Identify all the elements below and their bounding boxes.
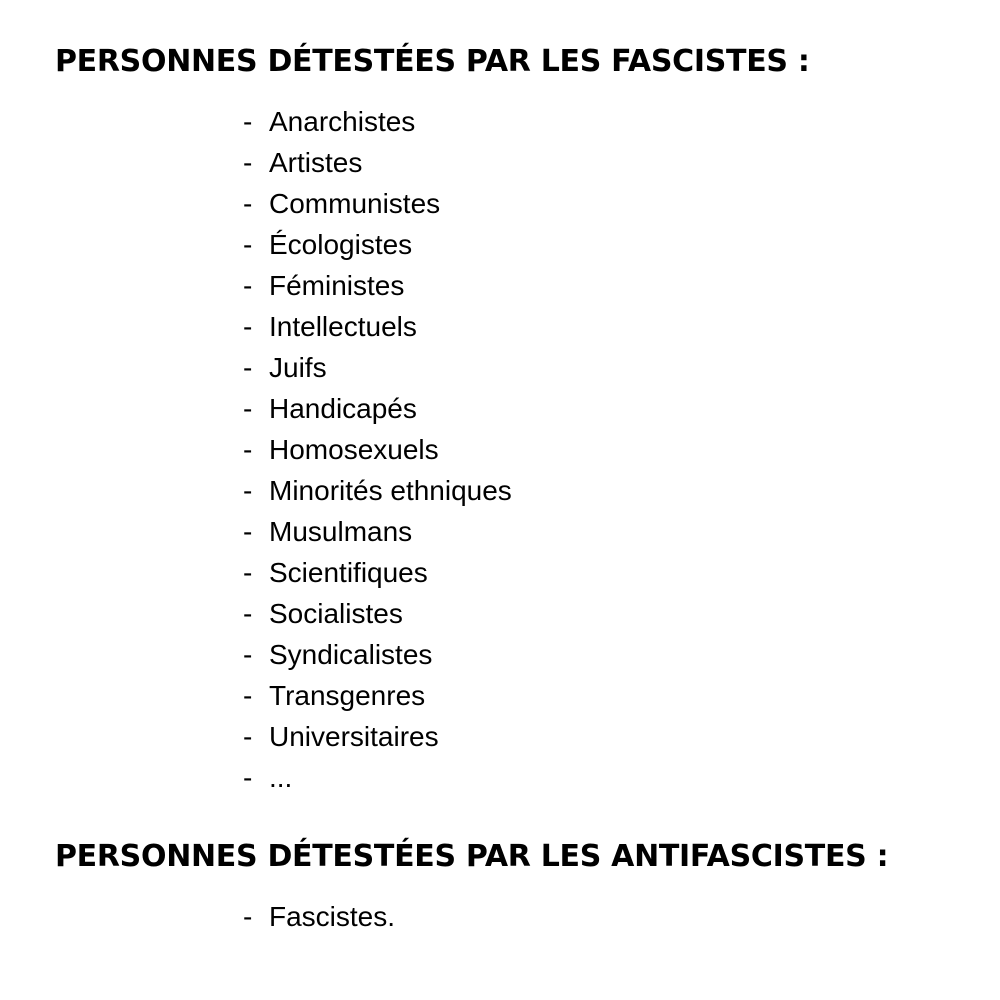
list-item <box>243 716 512 757</box>
list-bullet: - <box>243 680 253 711</box>
list-bullet: - <box>243 721 253 752</box>
list-item-label: Juifs <box>269 352 327 383</box>
list-item <box>243 429 512 470</box>
list-bullet: - <box>243 311 253 342</box>
list-item-label: Syndicalistes <box>269 639 433 670</box>
list-item-label: Minorités ethniques <box>269 475 512 506</box>
list-bullet: - <box>243 762 253 793</box>
list-item <box>243 552 512 593</box>
list-item <box>243 593 512 634</box>
list-item-label: Écologistes <box>269 229 413 260</box>
list-item-label: Homosexuels <box>269 434 439 465</box>
list-item <box>243 896 395 937</box>
list-hated-by-fascists <box>243 101 512 798</box>
list-item-label: Musulmans <box>269 516 413 547</box>
list-item <box>243 675 512 716</box>
list-bullet: - <box>243 475 253 506</box>
list-item <box>243 183 512 224</box>
list-item-label: Féministes <box>269 270 405 301</box>
list-bullet: - <box>243 270 253 301</box>
list-item-label: Fascistes. <box>269 901 396 932</box>
list-item-label: Anarchistes <box>269 106 416 137</box>
list-bullet: - <box>243 901 253 932</box>
list-item <box>243 265 512 306</box>
list-bullet: - <box>243 598 253 629</box>
list-item <box>243 142 512 183</box>
list-item <box>243 388 512 429</box>
list-item <box>243 306 512 347</box>
list-item-label: Socialistes <box>269 598 403 629</box>
list-item-label: Scientifiques <box>269 557 428 588</box>
list-bullet: - <box>243 639 253 670</box>
list-item-label: Communistes <box>269 188 441 219</box>
list-item-label: Universitaires <box>269 721 439 752</box>
section-heading-fascistes: PERSONNES DÉTESTÉES PAR LES FASCISTES : <box>55 44 810 79</box>
list-item <box>243 757 512 798</box>
list-item-label: Transgenres <box>269 680 426 711</box>
list-bullet: - <box>243 147 253 178</box>
list-bullet: - <box>243 393 253 424</box>
list-item <box>243 470 512 511</box>
list-bullet: - <box>243 229 253 260</box>
list-item <box>243 347 512 388</box>
list-item-label: Intellectuels <box>269 311 417 342</box>
list-bullet: - <box>243 352 253 383</box>
list-item <box>243 634 512 675</box>
list-hated-by-antifascists <box>243 896 395 937</box>
list-item-label: ... <box>269 762 293 793</box>
list-item <box>243 224 512 265</box>
section-heading-antifascistes: PERSONNES DÉTESTÉES PAR LES ANTIFASCISTES : <box>55 839 889 874</box>
list-item-label: Handicapés <box>269 393 417 424</box>
list-bullet: - <box>243 106 253 137</box>
list-bullet: - <box>243 557 253 588</box>
list-item-label: Artistes <box>269 147 363 178</box>
list-bullet: - <box>243 434 253 465</box>
list-bullet: - <box>243 516 253 547</box>
list-item <box>243 511 512 552</box>
list-bullet: - <box>243 188 253 219</box>
list-item <box>243 101 512 142</box>
